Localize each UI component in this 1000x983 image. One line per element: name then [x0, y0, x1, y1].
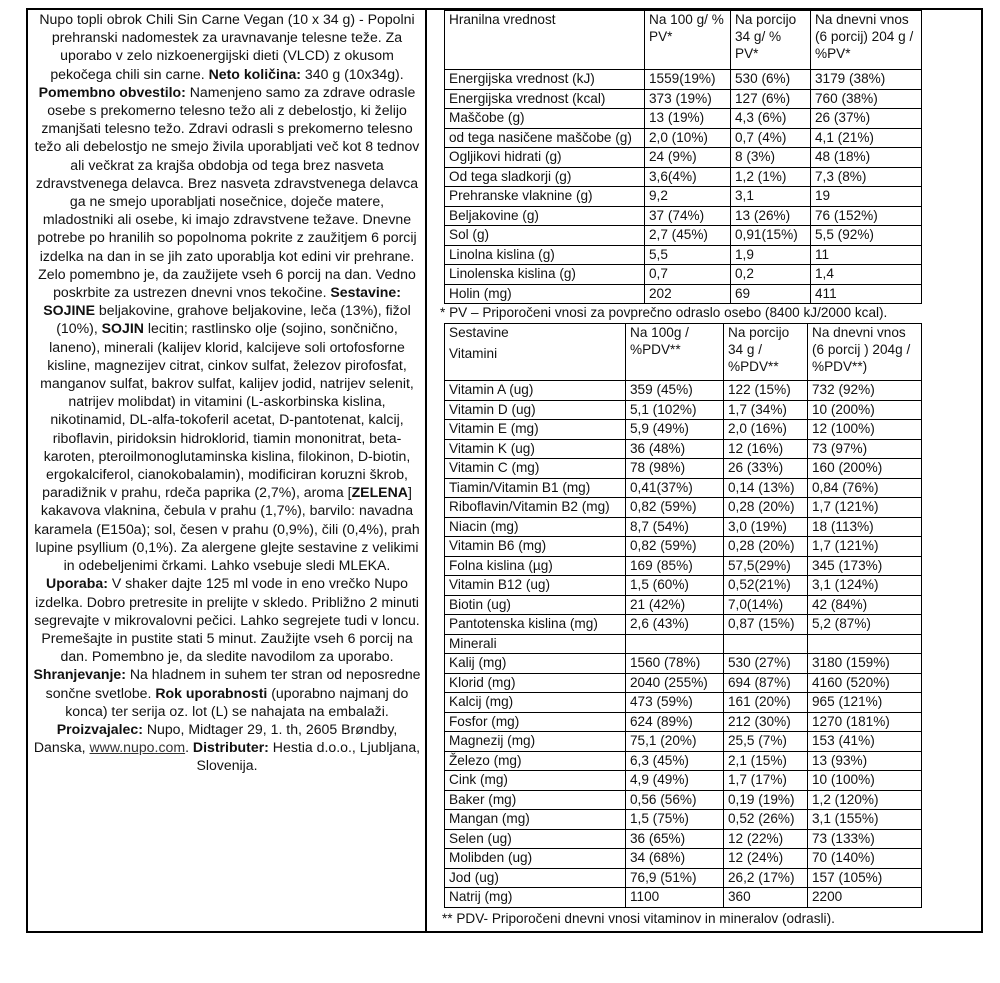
nutrient-value: 2040 (255%): [626, 673, 724, 693]
nutrient-value: 5,5 (92%): [811, 226, 922, 246]
nutrition-header-cell: Hranilna vrednost: [445, 11, 645, 70]
vitamin-row: [445, 420, 922, 440]
nutrient-value: 1100: [626, 888, 724, 908]
nutrient-value: 359 (45%): [626, 381, 724, 401]
nutrient-value: 965 (121%): [808, 693, 922, 713]
nutrient-value: 160 (200%): [808, 459, 922, 479]
vitamin-row: [445, 439, 922, 459]
nutrient-value: 3,1 (124%): [808, 576, 922, 596]
nutrient-value: 3,0 (19%): [724, 517, 808, 537]
nutrition-row: [445, 167, 922, 187]
nutrient-value: 1,9: [731, 245, 811, 265]
nutrient-value: 37 (74%): [645, 206, 731, 226]
allergen-soy-2: SOJIN: [101, 320, 144, 337]
nutrient-value: 1,2 (120%): [808, 790, 922, 810]
nutrient-name: Vitamin K (ug): [445, 439, 626, 459]
net-quantity-label: Neto količina:: [208, 65, 302, 82]
nutrient-value: 3,1: [731, 187, 811, 207]
nutrient-name: Baker (mg): [445, 790, 626, 810]
nutrient-name: Natrij (mg): [445, 888, 626, 908]
nutrient-value: 69: [731, 284, 811, 304]
nutrient-value: 127 (6%): [731, 89, 811, 109]
nutrient-value: 0,2: [731, 265, 811, 285]
nutrient-value: 0,28 (20%): [724, 537, 808, 557]
nutrient-name: Kalcij (mg): [445, 693, 626, 713]
nutrient-name: Cink (mg): [445, 771, 626, 791]
nutrient-name: Maščobe (g): [445, 109, 645, 129]
nutrient-value: 1,7 (17%): [724, 771, 808, 791]
nutrient-value: 76,9 (51%): [626, 868, 724, 888]
nutrition-row: [445, 245, 922, 265]
nutrient-name: Ogljikovi hidrati (g): [445, 148, 645, 168]
nutrient-name: Mangan (mg): [445, 810, 626, 830]
empty-cell: [626, 634, 724, 654]
nutrition-row: [445, 187, 922, 207]
nutrient-value: 24 (9%): [645, 148, 731, 168]
nutrient-value: 73 (97%): [808, 439, 922, 459]
nutrient-value: 0,91(15%): [731, 226, 811, 246]
nutrient-value: 411: [811, 284, 922, 304]
nutrition-header-cell: Na dnevni vnos (6 porcij) 204 g / %PV*: [811, 11, 922, 70]
nutrient-value: 2,6 (43%): [626, 615, 724, 635]
nutrient-value: 10 (100%): [808, 771, 922, 791]
ingredients-label: Sestavine:: [330, 284, 401, 301]
nutrient-name: Od tega sladkorji (g): [445, 167, 645, 187]
nutrient-value: 153 (41%): [808, 732, 922, 752]
nutrient-value: 19: [811, 187, 922, 207]
nutrient-value: 0,82 (59%): [626, 537, 724, 557]
mineral-row: [445, 888, 922, 908]
nutrient-value: 73 (133%): [808, 829, 922, 849]
nutrient-name: Tiamin/Vitamin B1 (mg): [445, 478, 626, 498]
vitamins-header-row: [445, 324, 922, 381]
nutrient-value: 161 (20%): [724, 693, 808, 713]
vitamins-header-cell: Na dnevni vnos (6 porcij ) 204g / %PDV**): [808, 324, 922, 381]
vitamin-row: [445, 400, 922, 420]
distributor-label: Distributer:: [192, 739, 269, 756]
vitamin-row: [445, 517, 922, 537]
nutrient-value: 26 (37%): [811, 109, 922, 129]
nutrient-value: 2,1 (15%): [724, 751, 808, 771]
mineral-row: [445, 771, 922, 791]
mineral-row: [445, 790, 922, 810]
nutrient-name: Sol (g): [445, 226, 645, 246]
nutrition-header-row: [445, 11, 922, 70]
nutrient-value: 6,3 (45%): [626, 751, 724, 771]
vitamins-header-cell: Sestavine Vitamini: [445, 324, 626, 381]
mineral-row: [445, 810, 922, 830]
nutrient-value: 5,9 (49%): [626, 420, 724, 440]
allergen-soy: SOJINE: [43, 302, 95, 319]
nutrient-value: 2,7 (45%): [645, 226, 731, 246]
nutrient-value: 694 (87%): [724, 673, 808, 693]
usage-label: Uporaba:: [46, 575, 108, 592]
nutrition-table: [444, 10, 922, 304]
best-before-label: Rok uporabnosti: [155, 684, 268, 701]
nutrient-value: 34 (68%): [626, 849, 724, 869]
nutrient-value: 42 (84%): [808, 595, 922, 615]
nutrient-value: 122 (15%): [724, 381, 808, 401]
nutrition-row: [445, 128, 922, 148]
nutrient-name: Vitamin D (ug): [445, 400, 626, 420]
nutrient-name: Jod (ug): [445, 868, 626, 888]
nutrient-value: 12 (22%): [724, 829, 808, 849]
nutrition-row: [445, 206, 922, 226]
nutrient-value: 732 (92%): [808, 381, 922, 401]
product-description: Nupo topli obrok Chili Sin Carne Vegan (10 x 34 g) - Popolni prehranski nadomestek za uravnavanje telesne teže. Za uporabo v zelo nizkoenergijski dieti (VLCD) z okusom pekočega chili sin carne. Neto količina: 340 g (10x34g). Pomembno obvestilo: Namenjeno samo za zdrave odrasle osebe s prekomerno telesno težo ali z debelostjo, ki želijo zmanjšati telesno težo. Zdravi odrasli s prekomerno telesno težo ali debelostjo ne smejo živila uporabljati več kot 8 tednov ali večkrat za krajša obdobja od tega brez nasveta zdravstvenega delavca. Brez nasveta zdravstvenega delavca ga ne smejo uporabljati nosečnice, doječe matere, mladostniki ali osebe, ki imajo zdravstvene težave. Dnevne potrebe po hranilih so popolnoma pokrite z zaužitjem 6 porcij izdelka na dan in se jih zato uporablja kot edini vir prehrane. Zelo pomembno je, da zaužijete vseh 6 porcij na dan. Vedno poskrbite za ustrezen dnevni vnos tekočine. Sestavine: SOJINE beljakovine, grahove beljakovine, leča (13%), fižol (10%), SOJIN lecitin; rastlinsko olje (sojino, sončnično, laneno), minerali (kalijev klorid, kalcijeve soli ortofosforne kisline, magnezijev citrat, cinkov sulfat, železov pirofosfat, manganov sulfat, bakrov sulfat, kalijev jodid, natrijev selenit, natrijev molibdat) in vitamini (L-askorbinska kislina, nikotinamid, DL-alfa-tokoferil acetat, D-pantotenat, kalcij, riboflavin, piridoksin hidroklorid, tiamin mononitrat, beta-karoten, pteroilmonoglutaminska kislina, filokinon, D-biotin, ergokalciferol, cianokobalamin), modificiran koruzni škrob, paradižnik v prahu, rdeča paprika (2,7%), aroma [ZELENA] kakavova vlaknina, čebula v prahu (1,7%), barvilo: navadna karamela (E150a); sol, česen v prahu (0,9%), čili (0,4%), prah lupine psyllium (0,1%). Za alergene glejte sestavine z velikimi in odebeljenimi črkami. Lahko vsebuje sledi MLEKA. Uporaba: V shaker dajte 125 ml vode in eno vrečko Nupo izdelka. Dobro pretresite in prelijte v skledo. Približno 2 minuti segrevajte v mikrovalovni pečici. Lahko segrejete tudi v loncu. Premešajte in pustite stati 5 minut. Zaužijte vseh 6 porcij na dan. Pomembno je, da sledite navodilom za uporabo. Shranjevanje: Na hladnem in suhem ter stran od neposredne sončne svetlobe. Rok uporabnosti (uporabno najmanj do konca) ter serija oz. lot (L) se nahajata na embalaži. Proizvajalec: Nupo, Midtager 29, 1. th, 2605 Brøndby, Danska, www.nupo.com. Distributer: Hestia d.o.o., Ljubljana, Slovenija.: [33, 11, 421, 774]
vitamin-row: [445, 556, 922, 576]
vitamin-row: [445, 595, 922, 615]
storage-label: Shranjevanje:: [33, 666, 126, 683]
nutrient-name: Prehranske vlaknine (g): [445, 187, 645, 207]
nutrient-name: Fosfor (mg): [445, 712, 626, 732]
nutrient-name: Energijska vrednost (kJ): [445, 70, 645, 90]
nutrition-row: [445, 265, 922, 285]
mineral-row: [445, 849, 922, 869]
nutrient-name: Beljakovine (g): [445, 206, 645, 226]
nutrient-value: 0,84 (76%): [808, 478, 922, 498]
nutrient-value: 36 (48%): [626, 439, 724, 459]
vitamins-header-cell: Na porcijo 34 g / %PDV**: [724, 324, 808, 381]
vitamin-row: [445, 478, 922, 498]
vitamin-row: [445, 576, 922, 596]
nutrient-value: 2200: [808, 888, 922, 908]
nutrient-value: 5,1 (102%): [626, 400, 724, 420]
column-divider: [425, 8, 427, 933]
mineral-row: [445, 868, 922, 888]
nutrient-value: 7,0(14%): [724, 595, 808, 615]
nutrient-value: 1559(19%): [645, 70, 731, 90]
website-link[interactable]: www.nupo.com: [89, 739, 186, 756]
nutrient-name: Energijska vrednost (kcal): [445, 89, 645, 109]
important-notice-label: Pomembno obvestilo:: [38, 83, 186, 100]
nutrient-value: 345 (173%): [808, 556, 922, 576]
nutrient-value: 1,7 (121%): [808, 537, 922, 557]
mineral-row: [445, 673, 922, 693]
nutrient-value: 1,7 (34%): [724, 400, 808, 420]
empty-cell: [724, 634, 808, 654]
nutrition-row: [445, 70, 922, 90]
nutrient-name: Biotin (ug): [445, 595, 626, 615]
nutrient-value: 12 (100%): [808, 420, 922, 440]
nutrient-value: 1,5 (75%): [626, 810, 724, 830]
nutrition-header-cell: Na porcijo 34 g/ % PV*: [731, 11, 811, 70]
manufacturer-label: Proizvajalec:: [56, 720, 143, 737]
nutrient-name: Železo (mg): [445, 751, 626, 771]
nutrient-name: Magnezij (mg): [445, 732, 626, 752]
nutrition-row: [445, 89, 922, 109]
mineral-row: [445, 829, 922, 849]
mineral-row: [445, 693, 922, 713]
nutrient-value: 373 (19%): [645, 89, 731, 109]
nutrient-value: 2,0 (10%): [645, 128, 731, 148]
nutrient-name: Klorid (mg): [445, 673, 626, 693]
nutrient-value: 4160 (520%): [808, 673, 922, 693]
nutrient-name: Niacin (mg): [445, 517, 626, 537]
vitamin-row: [445, 459, 922, 479]
nutrition-header-cell: Na 100 g/ % PV*: [645, 11, 731, 70]
minerals-heading: Minerali: [445, 634, 626, 654]
nutrient-value: 1,5 (60%): [626, 576, 724, 596]
nutrition-row: [445, 284, 922, 304]
nutrient-value: 13 (93%): [808, 751, 922, 771]
nutrient-value: 76 (152%): [811, 206, 922, 226]
nutrient-value: 10 (200%): [808, 400, 922, 420]
nutrient-name: Selen (ug): [445, 829, 626, 849]
nutrient-value: 0,56 (56%): [626, 790, 724, 810]
vitamins-minerals-table: [444, 323, 922, 908]
nutrient-value: 21 (42%): [626, 595, 724, 615]
nutrient-value: 78 (98%): [626, 459, 724, 479]
nutrient-value: 169 (85%): [626, 556, 724, 576]
nutrient-value: 8 (3%): [731, 148, 811, 168]
pv-footnote: * PV – Priporočeni vnosi za povprečno odraslo osebo (8400 kJ/2000 kcal).: [440, 305, 888, 320]
nutrient-value: 57,5(29%): [724, 556, 808, 576]
nutrient-name: Linolenska kislina (g): [445, 265, 645, 285]
nutrient-value: 1,4: [811, 265, 922, 285]
nutrient-name: Riboflavin/Vitamin B2 (mg): [445, 498, 626, 518]
nutrient-value: 0,41(37%): [626, 478, 724, 498]
nutrient-value: 3179 (38%): [811, 70, 922, 90]
nutrient-value: 75,1 (20%): [626, 732, 724, 752]
mineral-row: [445, 751, 922, 771]
nutrient-value: 530 (6%): [731, 70, 811, 90]
nutrient-name: Pantotenska kislina (mg): [445, 615, 626, 635]
nutrient-name: od tega nasičene maščobe (g): [445, 128, 645, 148]
nutrient-value: 0,82 (59%): [626, 498, 724, 518]
nutrient-name: Vitamin B6 (mg): [445, 537, 626, 557]
nutrient-value: 1,2 (1%): [731, 167, 811, 187]
nutrient-name: Kalij (mg): [445, 654, 626, 674]
nutrient-value: 5,2 (87%): [808, 615, 922, 635]
nutrient-value: 0,52(21%): [724, 576, 808, 596]
product-title: Nupo topli obrok Chili Sin Carne Vegan (10 x 34 g) -: [39, 11, 368, 27]
nutrient-value: 157 (105%): [808, 868, 922, 888]
nutrient-value: 1270 (181%): [808, 712, 922, 732]
allergen-celery: ZELENA: [351, 484, 408, 501]
nutrient-value: 3180 (159%): [808, 654, 922, 674]
nutrient-value: 4,9 (49%): [626, 771, 724, 791]
nutrient-value: 7,3 (8%): [811, 167, 922, 187]
nutrient-value: 530 (27%): [724, 654, 808, 674]
vitamins-header-cell: Na 100g / %PDV**: [626, 324, 724, 381]
nutrient-value: 1,7 (121%): [808, 498, 922, 518]
nutrient-name: Vitamin B12 (ug): [445, 576, 626, 596]
nutrition-row: [445, 148, 922, 168]
nutrient-value: 36 (65%): [626, 829, 724, 849]
nutrient-value: 360: [724, 888, 808, 908]
pdv-footnote: ** PDV- Priporočeni dnevni vnosi vitaminov in mineralov (odrasli).: [442, 911, 835, 926]
nutrient-value: 12 (16%): [724, 439, 808, 459]
empty-cell: [808, 634, 922, 654]
nutrient-value: 473 (59%): [626, 693, 724, 713]
nutrition-row: [445, 226, 922, 246]
nutrient-name: Vitamin C (mg): [445, 459, 626, 479]
nutrient-value: 11: [811, 245, 922, 265]
nutrient-value: 26 (33%): [724, 459, 808, 479]
nutrient-value: 48 (18%): [811, 148, 922, 168]
nutrition-row: [445, 109, 922, 129]
nutrient-value: 70 (140%): [808, 849, 922, 869]
nutrient-name: Vitamin A (ug): [445, 381, 626, 401]
nutrient-value: 0,7: [645, 265, 731, 285]
nutrient-value: 18 (113%): [808, 517, 922, 537]
mineral-row: [445, 654, 922, 674]
vitamin-row: [445, 537, 922, 557]
nutrient-name: Molibden (ug): [445, 849, 626, 869]
nutrient-name: Vitamin E (mg): [445, 420, 626, 440]
nutrient-value: 0,28 (20%): [724, 498, 808, 518]
minerals-section-row: [445, 634, 922, 654]
nutrient-value: 3,1 (155%): [808, 810, 922, 830]
nutrient-value: 13 (26%): [731, 206, 811, 226]
nutrient-value: 202: [645, 284, 731, 304]
nutrient-value: 3,6(4%): [645, 167, 731, 187]
nutrient-value: 1560 (78%): [626, 654, 724, 674]
nutrient-value: 4,3 (6%): [731, 109, 811, 129]
nutrient-value: 9,2: [645, 187, 731, 207]
nutrient-value: 25,5 (7%): [724, 732, 808, 752]
nutrient-name: Holin (mg): [445, 284, 645, 304]
nutrient-value: 624 (89%): [626, 712, 724, 732]
vitamin-row: [445, 615, 922, 635]
nutrient-name: Linolna kislina (g): [445, 245, 645, 265]
mineral-row: [445, 712, 922, 732]
nutrient-value: 8,7 (54%): [626, 517, 724, 537]
vitamin-row: [445, 498, 922, 518]
nutrient-value: 0,7 (4%): [731, 128, 811, 148]
nutrient-name: Folna kislina (µg): [445, 556, 626, 576]
nutrient-value: 212 (30%): [724, 712, 808, 732]
nutrient-value: 0,87 (15%): [724, 615, 808, 635]
vitamin-row: [445, 381, 922, 401]
nutrient-value: 0,14 (13%): [724, 478, 808, 498]
nutrient-value: 26,2 (17%): [724, 868, 808, 888]
nutrient-value: 5,5: [645, 245, 731, 265]
nutrient-value: 0,52 (26%): [724, 810, 808, 830]
mineral-row: [445, 732, 922, 752]
nutrient-value: 2,0 (16%): [724, 420, 808, 440]
nutrient-value: 13 (19%): [645, 109, 731, 129]
nutrient-value: 12 (24%): [724, 849, 808, 869]
nutrient-value: 760 (38%): [811, 89, 922, 109]
nutrient-value: 4,1 (21%): [811, 128, 922, 148]
nutrient-value: 0,19 (19%): [724, 790, 808, 810]
